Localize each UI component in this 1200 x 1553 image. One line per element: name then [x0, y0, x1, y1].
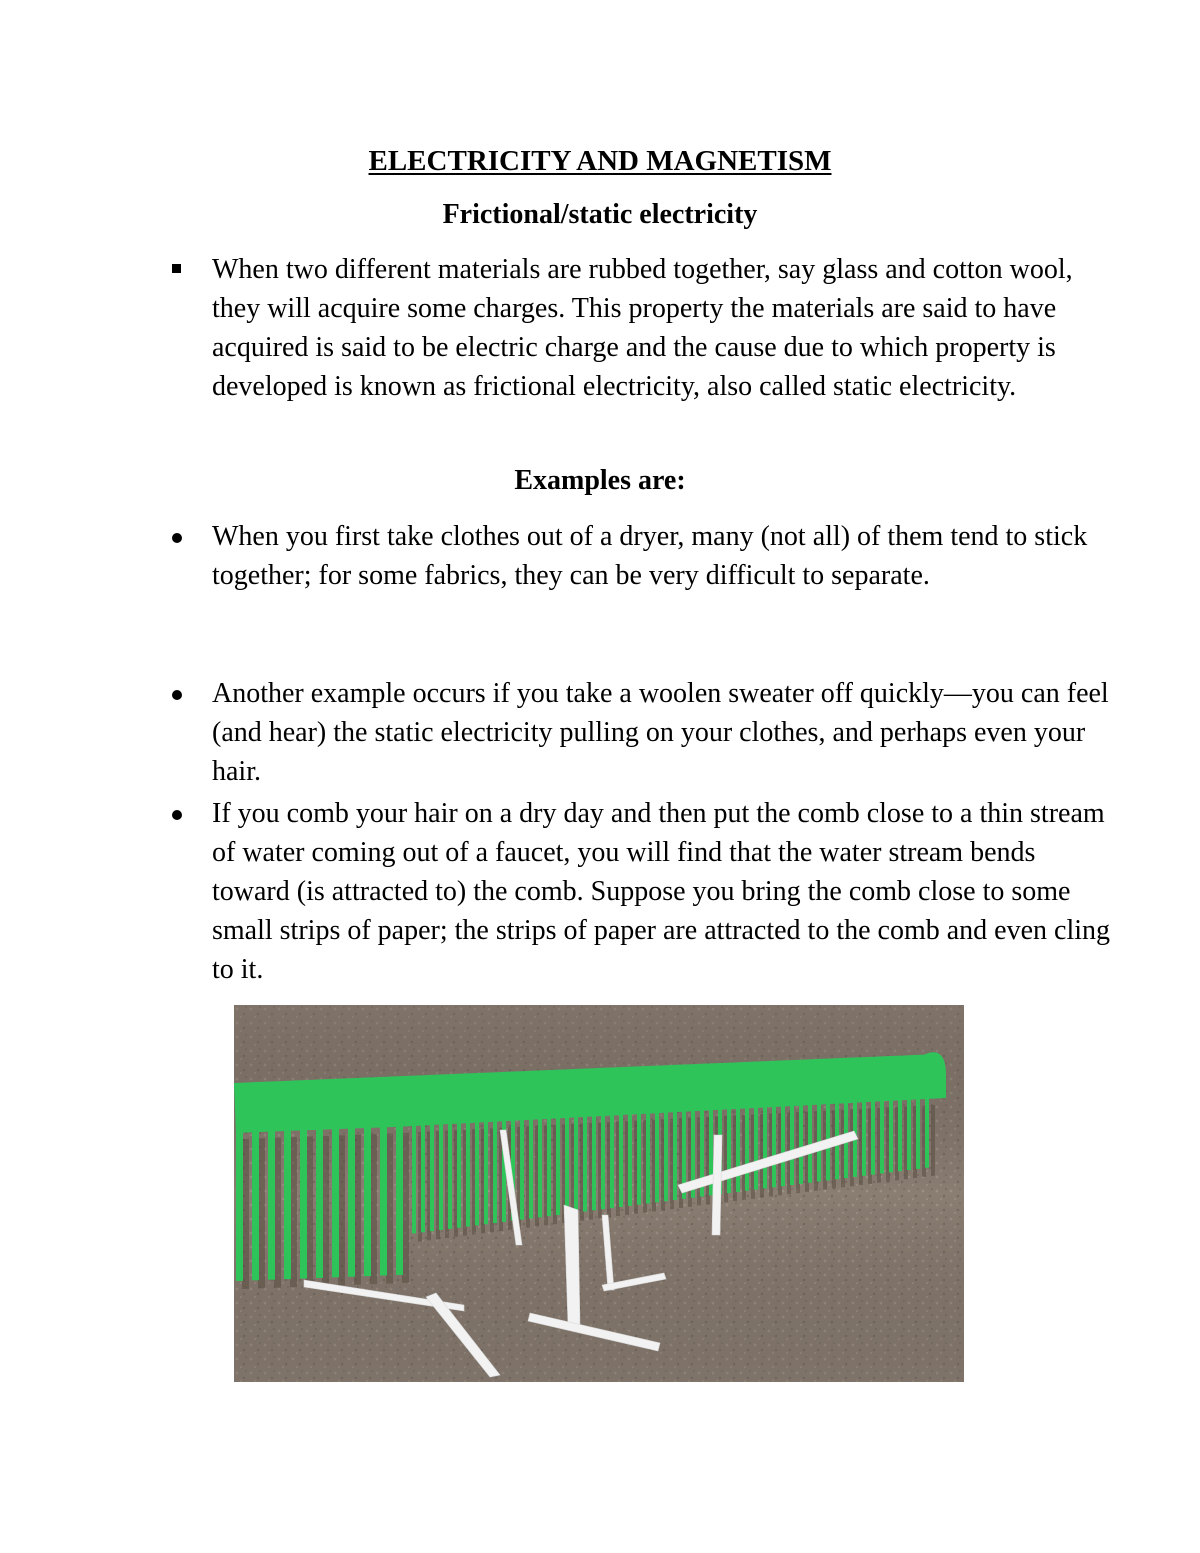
comb-tooth-shadow	[274, 1138, 281, 1288]
comb-tooth	[439, 1123, 443, 1230]
examples-heading: Examples are:	[514, 465, 686, 496]
bullet-dot-icon	[172, 810, 182, 820]
comb-tooth	[808, 1103, 812, 1183]
comb-tooth	[565, 1116, 569, 1214]
comb-tooth	[916, 1098, 920, 1169]
example-item: If you comb your hair on a dry day and then put the comb close to a thin stream of water coming out of a faucet, you will find that the water stream bends toward (is attracted to) the comb. Suppose you bring the comb close to some small strips of paper; the strips of paper are attracted to the comb and even cling to it.	[212, 798, 1111, 985]
comb-tooth-shadow	[322, 1136, 329, 1286]
comb-illustration	[234, 1005, 964, 1382]
comb-tooth	[520, 1118, 524, 1219]
comb-tooth-shadow	[242, 1139, 249, 1289]
comb-tooth	[772, 1105, 776, 1187]
comb-tooth	[601, 1114, 605, 1209]
comb-tooth	[475, 1121, 479, 1226]
example-item: Another example occurs if you take a woolen sweater off quickly—you can feel (and hear) the static electricity pulling on your clothes, and perhaps even your hair.	[212, 678, 1109, 787]
square-bullet-icon	[172, 264, 181, 273]
comb-tooth	[236, 1131, 243, 1281]
comb-tooth-shadow	[386, 1134, 393, 1284]
comb-tooth	[898, 1098, 902, 1171]
comb-tooth-shadow	[402, 1133, 409, 1283]
comb-tooth	[457, 1122, 461, 1228]
comb-tooth	[925, 1097, 929, 1168]
comb-tooth	[412, 1124, 416, 1233]
comb-tooth	[484, 1120, 488, 1224]
comb-paper-photo	[234, 1005, 964, 1382]
comb-tooth	[493, 1120, 497, 1223]
comb-tooth-shadow	[931, 1105, 935, 1176]
comb-tooth-shadow	[290, 1137, 297, 1287]
comb-tooth	[655, 1111, 659, 1202]
comb-tooth	[619, 1113, 623, 1207]
comb-tooth	[421, 1124, 425, 1233]
comb-tooth	[727, 1107, 731, 1193]
comb-tooth	[348, 1127, 355, 1277]
comb-tooth-shadow	[370, 1134, 377, 1284]
comb-tooth	[430, 1123, 434, 1231]
paper-strip	[712, 1135, 722, 1235]
comb-tooth	[610, 1114, 614, 1208]
comb-tooth	[736, 1107, 740, 1192]
example-item: When you first take clothes out of a dryer, many (not all) of them tend to stick together; for some fabrics, they can be very difficult to separate.	[212, 521, 1088, 591]
comb-tooth	[466, 1121, 470, 1226]
comb-tooth	[745, 1107, 749, 1191]
comb-tooth	[628, 1113, 632, 1206]
comb-tooth	[268, 1130, 275, 1280]
comb-tooth	[252, 1130, 259, 1280]
comb-tooth	[380, 1126, 387, 1276]
comb-tooth	[754, 1106, 758, 1190]
comb-tooth-shadow	[338, 1135, 345, 1285]
comb-tooth	[556, 1116, 560, 1215]
comb-tooth	[637, 1112, 641, 1204]
comb-tooth	[862, 1100, 866, 1175]
comb-tooth-shadow	[258, 1138, 265, 1288]
bullet-dot-icon	[172, 533, 182, 543]
comb-tooth-shadow	[306, 1137, 313, 1287]
comb-tooth	[790, 1104, 794, 1185]
comb-tooth	[880, 1099, 884, 1173]
comb-tooth	[799, 1104, 803, 1184]
comb-tooth	[871, 1100, 875, 1175]
comb-tooth	[448, 1122, 452, 1229]
comb-tooth	[284, 1129, 291, 1279]
comb-tooth	[781, 1105, 785, 1187]
comb-tooth	[592, 1115, 596, 1211]
comb-tooth	[547, 1117, 551, 1216]
comb-tooth	[889, 1099, 893, 1172]
comb-tooth	[574, 1116, 578, 1213]
comb-tooth	[763, 1106, 767, 1189]
definition-paragraph: When two different materials are rubbed together, say glass and cotton wool, they will acquire some charges. This property the materials are said to have acquired is said to be electric charge and the cause due to which property is developed is known as frictional electricity, also called static electricity.	[212, 254, 1073, 402]
comb-tooth	[673, 1110, 677, 1200]
comb-tooth	[300, 1129, 307, 1279]
comb-tooth	[907, 1098, 911, 1170]
comb-tooth	[332, 1127, 339, 1277]
comb-tooth	[664, 1111, 668, 1201]
comb-tooth	[538, 1117, 542, 1217]
comb-tooth	[316, 1128, 323, 1278]
comb-tooth	[646, 1112, 650, 1204]
comb-tooth	[583, 1115, 587, 1211]
comb-tooth	[529, 1118, 533, 1219]
comb-tooth-shadow	[354, 1135, 361, 1285]
comb-tooth	[396, 1125, 403, 1275]
document-title: ELECTRICITY AND MAGNETISM	[368, 145, 832, 177]
bullet-dot-icon	[172, 690, 182, 700]
comb-tooth	[364, 1126, 371, 1276]
section-heading: Frictional/static electricity	[442, 199, 758, 230]
